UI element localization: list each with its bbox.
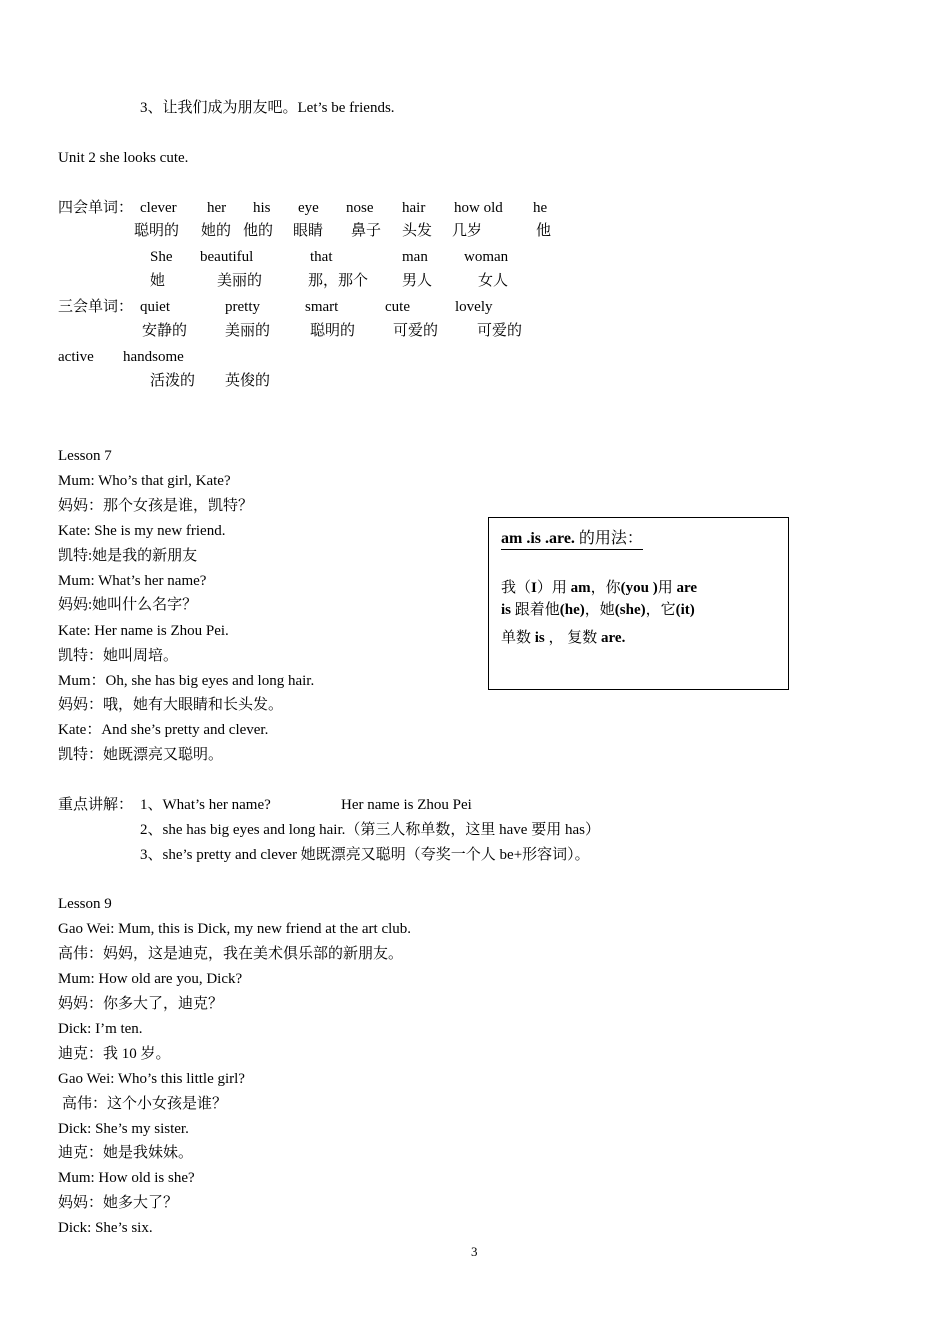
vocab-meaning: 头发 (402, 223, 433, 239)
vocab-word: that (310, 249, 333, 265)
vocab-word: handsome (123, 349, 184, 365)
vocab-meaning: 活泼的 (150, 373, 196, 389)
dialogue-line: Kate：And she’s pretty and clever. (58, 722, 269, 738)
dialogue-line: 凯特：她叫周培。 (58, 648, 179, 664)
vocab-word: beautiful (200, 249, 254, 265)
note-line-2: is 跟着他(he)，她(she)，它(it) (501, 602, 695, 618)
dialogue-line: Dick: She’s six. (58, 1220, 153, 1236)
vocab-meaning: 女人 (478, 273, 509, 289)
vocab-meaning: 安静的 (142, 323, 188, 339)
key-points-label: 重点讲解： (58, 797, 134, 813)
dialogue-line: Gao Wei: Who’s this little girl? (58, 1071, 245, 1087)
dialogue-line: 妈妈：哦，她有大眼睛和长头发。 (58, 697, 284, 713)
vocab-word: lovely (455, 299, 493, 315)
dialogue-line: 妈妈：你多大了，迪克？ (58, 996, 224, 1012)
vocab-meaning: 她 (150, 273, 166, 289)
four-skill-label: 四会单词： (58, 200, 134, 216)
vocab-meaning: 他的 (243, 223, 274, 239)
dialogue-line: Mum: What’s her name? (58, 573, 207, 589)
key-point-1b: Her name is Zhou Pei (341, 797, 472, 813)
unit-title: Unit 2 she looks cute. (58, 150, 189, 166)
vocab-meaning: 他 (536, 223, 552, 239)
vocab-meaning: 男人 (402, 273, 433, 289)
dialogue-line: 妈妈:她叫什么名字？ (58, 597, 198, 613)
dialogue-line: Mum: Who’s that girl, Kate? (58, 473, 231, 489)
vocab-word: She (150, 249, 173, 265)
vocab-word: smart (305, 299, 339, 315)
vocab-word: man (402, 249, 428, 265)
vocab-meaning: 鼻子 (351, 223, 382, 239)
dialogue-line: 迪克：我 10 岁。 (58, 1046, 171, 1062)
note-title-en: am .is .are. (501, 530, 575, 547)
dialogue-line: 凯特:她是我的新朋友 (58, 548, 198, 564)
grammar-note-box (488, 517, 789, 690)
top-line: 3、让我们成为朋友吧。Let’s be friends. (140, 100, 395, 116)
vocab-meaning: 聪明的 (310, 323, 356, 339)
vocab-word: how old (454, 200, 503, 216)
note-title (501, 525, 643, 550)
vocab-word: eye (298, 200, 319, 216)
vocab-word: cute (385, 299, 410, 315)
vocab-meaning: 美丽的 (225, 323, 271, 339)
lesson-title: Lesson 7 (58, 448, 112, 464)
vocab-word: quiet (140, 299, 170, 315)
vocab-meaning: 聪明的 (134, 223, 180, 239)
dialogue-line: Kate: Her name is Zhou Pei. (58, 623, 229, 639)
key-point-2: 2、she has big eyes and long hair.（第三人称单数，这里 have 要用 has） (140, 822, 600, 838)
dialogue-line: 高伟：妈妈，这是迪克，我在美术俱乐部的新朋友。 (58, 946, 404, 962)
vocab-meaning: 她的 (201, 223, 232, 239)
vocab-word: her (207, 200, 227, 216)
vocab-meaning: 可爱的 (477, 323, 523, 339)
three-skill-label: 三会单词： (58, 299, 134, 315)
vocab-word: pretty (225, 299, 260, 315)
note-line-3: 单数 is ， 复数 are. (501, 630, 626, 646)
vocab-word: clever (140, 200, 177, 216)
vocab-meaning: 那，那个 (308, 273, 369, 289)
vocab-meaning: 英俊的 (225, 373, 271, 389)
dialogue-line: Mum: How old is she? (58, 1170, 195, 1186)
note-title-cn: 的用法： (578, 530, 643, 547)
vocab-word: nose (346, 200, 374, 216)
vocab-word: woman (464, 249, 509, 265)
dialogue-line: Dick: She’s my sister. (58, 1121, 189, 1137)
note-line-1: 我（I）用 am，你(you )用 are (501, 580, 698, 596)
dialogue-line: Mum：Oh, she has big eyes and long hair. (58, 673, 315, 689)
vocab-meaning: 眼睛 (293, 223, 324, 239)
dialogue-line: Dick: I’m ten. (58, 1021, 143, 1037)
key-point-1a: 1、What’s her name? (140, 797, 271, 813)
dialogue-line: 高伟：这个小女孩是谁？ (62, 1096, 228, 1112)
dialogue-line: 妈妈：她多大了？ (58, 1195, 179, 1211)
vocab-meaning: 美丽的 (217, 273, 263, 289)
lesson-title: Lesson 9 (58, 896, 112, 912)
dialogue-line: 迪克：她是我妹妹。 (58, 1145, 194, 1161)
key-point-3: 3、she’s pretty and clever 她既漂亮又聪明（夸奖一个人 be+形容词）。 (140, 847, 590, 863)
dialogue-line: Kate: She is my new friend. (58, 523, 226, 539)
vocab-meaning: 几岁 (452, 223, 483, 239)
dialogue-line: Mum: How old are you, Dick? (58, 971, 243, 987)
dialogue-line: 凯特：她既漂亮又聪明。 (58, 747, 224, 763)
page-number: 3 (471, 1244, 478, 1259)
vocab-word: he (533, 200, 548, 216)
vocab-word: his (253, 200, 271, 216)
dialogue-line: Gao Wei: Mum, this is Dick, my new friend at the art club. (58, 921, 412, 937)
vocab-word: active (58, 349, 94, 365)
dialogue-line: 妈妈：那个女孩是谁，凯特？ (58, 498, 254, 514)
vocab-word: hair (402, 200, 426, 216)
vocab-meaning: 可爱的 (393, 323, 439, 339)
